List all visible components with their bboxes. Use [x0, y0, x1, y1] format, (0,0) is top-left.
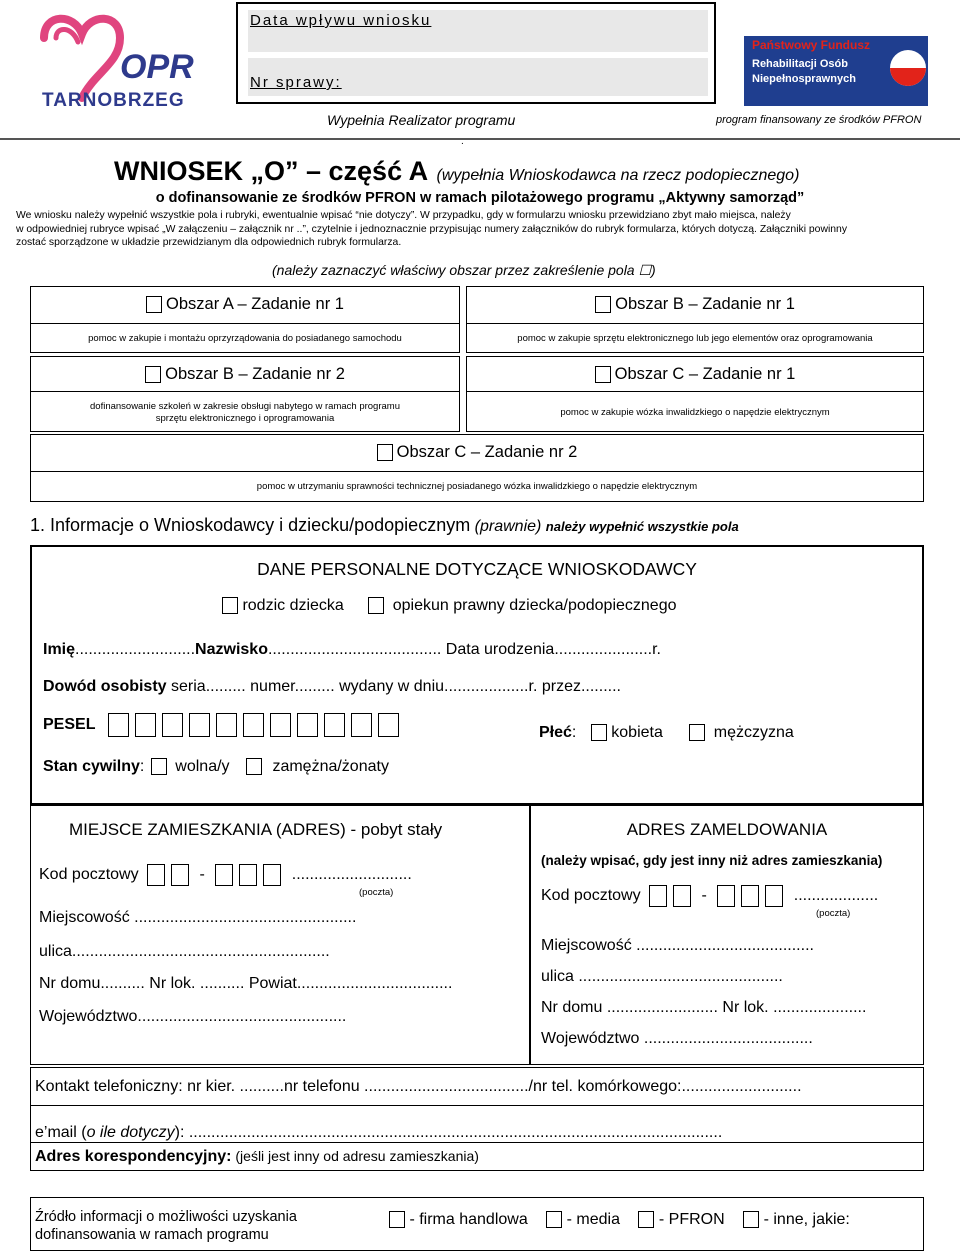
parent-label: rodzic dziecka [242, 597, 344, 614]
email-label: e’mail ( [35, 1124, 87, 1141]
registration-title: ADRES ZAMELDOWANIA [626, 820, 828, 839]
issued-suffix: r. [528, 678, 538, 695]
registration-street-field[interactable]: .............................................. [578, 968, 783, 985]
instructions-line-2: w odpowiedniej rubryce wpisać „W załączeniu – załącznik nr ..”, czytelnie i jednoznacznie przypisując numery załączników do rubryk formularza, których dotyczą. Załączniki powinny [16, 223, 848, 235]
issued-by-field[interactable]: ......... [580, 678, 621, 695]
pfron-logo [744, 4, 928, 106]
issued-label: wydany w dniu [334, 678, 445, 695]
intake-date-field[interactable] [248, 10, 708, 52]
area-note: (należy zaznaczyć właściwy obszar przez zakreślenie pola ☐) [272, 262, 656, 278]
email-row[interactable] [35, 1124, 722, 1142]
source-media-checkbox[interactable] [546, 1211, 562, 1228]
area-c1-checkbox[interactable] [595, 366, 611, 383]
marital-colon: : [139, 758, 145, 775]
source-other-checkbox[interactable] [743, 1211, 759, 1228]
logo-city-text: TARNOBRZEG [42, 90, 185, 111]
correspondence-row [35, 1148, 479, 1166]
personal-data-title: DANE PERSONALNE DOTYCZĄCE WNIOSKODAWCY [257, 559, 697, 579]
surname-field[interactable]: ....................................... [267, 641, 442, 658]
pesel-digit-box[interactable] [135, 713, 156, 737]
registration-city-row [541, 937, 814, 955]
form-title-suffix: (wypełnia Wnioskodawca na rzecz podopiecznego) [436, 167, 800, 184]
residence-post-field[interactable]: ........................... [291, 866, 412, 883]
registration-zip-label: Kod pocztowy [541, 887, 641, 904]
residence-street-row [39, 943, 330, 961]
area-b1-cell[interactable] [466, 286, 924, 353]
registration-zip-box[interactable] [649, 885, 667, 907]
series-label: seria [166, 678, 206, 695]
pesel-digit-box[interactable] [189, 713, 210, 737]
issued-by-label: przez [537, 678, 581, 695]
area-a1-title-row [31, 295, 459, 314]
area-a1-desc: pomoc w zakupie i montażu oprzyrządowania do posiadanego samochodu [88, 333, 402, 344]
pfron-line3: Niepełnosprawnych [752, 73, 856, 85]
registration-house-label: Nr domu [541, 999, 603, 1016]
residence-title-row [69, 820, 442, 840]
area-c1-divider [467, 391, 923, 392]
section-1-title: 1. Informacje o Wnioskodawcy i dziecku/podopiecznym [30, 515, 471, 535]
registration-voiv-field[interactable]: ...................................... [643, 1030, 813, 1047]
area-c2-title: Obszar C – Zadanie nr 2 [396, 443, 578, 461]
residence-city-field[interactable]: .................................................. [134, 909, 357, 926]
form-title-main: WNIOSEK „O” – część A [114, 156, 429, 186]
instructions [16, 209, 946, 250]
id-row [43, 678, 621, 696]
registration-flat-label: Nr lok. [717, 999, 769, 1016]
pesel-digit-box[interactable] [216, 713, 237, 737]
registration-house-row [541, 999, 866, 1017]
section-1-paren: (prawnie) [474, 518, 542, 535]
first-name-field[interactable]: ........................... [75, 641, 196, 658]
case-number-field[interactable] [248, 58, 708, 96]
registration-house-field[interactable]: ......................... [606, 999, 718, 1016]
form-subtitle: o dofinansowanie ze środków PFRON w ramach pilotażowego programu „Aktywny samorząd” [155, 190, 805, 206]
case-number-label: Nr sprawy: [250, 74, 342, 91]
area-b1-checkbox[interactable] [595, 296, 611, 313]
parent-checkbox[interactable] [222, 597, 238, 614]
residence-street-label: ulica [39, 943, 72, 960]
pfron-top-band [744, 4, 928, 36]
area-c1-title: Obszar C – Zadanie nr 1 [614, 365, 796, 383]
contact-box [30, 1067, 924, 1171]
pfron-line2: Rehabilitacji Osób [752, 58, 848, 70]
filled-by-note: Wypełnia Realizator programu [327, 112, 516, 128]
source-label-line-1: Źródło informacji o możliwości uzyskania [35, 1209, 297, 1225]
registration-zip-box[interactable] [717, 885, 735, 907]
financed-note: program finansowany ze środków PFRON [716, 114, 922, 126]
registration-post-label: (poczta) [816, 908, 851, 919]
residence-street-field[interactable]: .......................................................... [71, 943, 330, 960]
registration-voiv-label: Województwo [541, 1030, 640, 1047]
form-title [114, 156, 799, 187]
area-c1-cell[interactable] [466, 356, 924, 432]
residence-zip-label: Kod pocztowy [39, 866, 139, 883]
registration-zip-row [541, 885, 878, 907]
correspondence-label: Adres korespondencyjny: [35, 1148, 232, 1165]
pesel-digit-box[interactable] [243, 713, 264, 737]
area-b1-title-row [467, 295, 923, 314]
residence-zip-box[interactable] [147, 864, 165, 886]
residence-county-label: Powiat [244, 975, 297, 992]
pesel-digit-box[interactable] [270, 713, 291, 737]
personal-data-box [30, 545, 924, 805]
contact-divider [31, 1105, 923, 1106]
residence-voiv-label: Województwo [39, 1008, 138, 1025]
series-field[interactable]: ......... [205, 678, 246, 695]
residence-city-row [39, 909, 356, 927]
section-1-heading [30, 515, 739, 536]
area-b2-title-row [31, 365, 459, 384]
registration-zip-box[interactable] [673, 885, 691, 907]
pesel-digit-box[interactable] [351, 713, 372, 737]
marital-label: Stan cywilny [43, 758, 140, 775]
name-row [43, 641, 661, 659]
residence-city-label: Miejscowość [39, 909, 130, 926]
area-b1-desc: pomoc w zakupie sprzętu elektronicznego lub jego elementów oraz oprogramowania [517, 333, 873, 344]
mopr-logo [34, 8, 202, 114]
area-b2-title: Obszar B – Zadanie nr 2 [165, 365, 345, 383]
phone-row[interactable]: Kontakt telefoniczny: nr kier. ..........nr telefonu ...................................../nr tel. komórkowego:........................... [35, 1078, 802, 1095]
first-name-label: Imię [43, 641, 76, 658]
single-label: wolna/y [175, 758, 230, 775]
area-c1-desc: pomoc w zakupie wózka inwalidzkiego o napędzie elektrycznym [560, 407, 830, 418]
residence-title: MIEJSCE ZAMIESZKANIA (ADRES) [69, 820, 346, 839]
area-a1-title: Obszar A – Zadanie nr 1 [166, 295, 344, 313]
area-a1-cell[interactable] [30, 286, 460, 353]
registration-zip-box[interactable] [741, 885, 759, 907]
residence-zip-box[interactable] [171, 864, 189, 886]
married-checkbox[interactable] [246, 758, 262, 775]
pesel-digit-box[interactable] [297, 713, 318, 737]
number-field[interactable]: ......... [294, 678, 335, 695]
married-label: zamężna/żonaty [272, 758, 389, 775]
female-label: kobieta [611, 724, 663, 741]
pesel-digit-box[interactable] [162, 713, 183, 737]
source-pfron-checkbox[interactable] [638, 1211, 654, 1228]
residence-flat-field[interactable]: .......... [195, 975, 245, 992]
residence-box [30, 805, 530, 1065]
residence-post-label: (poczta) [359, 887, 394, 898]
intake-box [236, 2, 716, 104]
source-shop-checkbox[interactable] [389, 1211, 405, 1228]
dob-label: Data urodzenia [441, 641, 555, 658]
logo-opr-text: OPR [120, 48, 194, 86]
residence-county-field[interactable]: ................................... [296, 975, 453, 992]
pesel-digit-box[interactable] [378, 713, 399, 737]
issued-field[interactable]: ................... [444, 678, 529, 695]
source-label-line-2: dofinansowania w ramach programu [35, 1227, 269, 1243]
pfron-emblem-icon [888, 48, 928, 88]
area-b2-desc-2: sprzętu elektronicznego i oprogramowania [155, 413, 335, 424]
registration-post-field[interactable]: ................... [793, 887, 879, 904]
pesel-label: PESEL [43, 716, 96, 733]
area-c2-cell[interactable] [30, 434, 924, 502]
pesel-row [43, 713, 405, 737]
area-a1-checkbox[interactable] [146, 296, 162, 313]
residence-zip-box[interactable] [263, 864, 281, 886]
pesel-digit-box[interactable] [324, 713, 345, 737]
residence-house-row [39, 975, 452, 993]
residence-title-suffix: - pobyt stały [345, 820, 443, 839]
area-c2-title-row [31, 443, 923, 462]
residence-house-label: Nr domu [39, 975, 101, 992]
female-checkbox[interactable] [591, 724, 607, 741]
area-c2-checkbox[interactable] [377, 444, 393, 461]
source-other-label: - inne, jakie: [763, 1211, 850, 1228]
dob-suffix: r. [652, 641, 661, 658]
source-media-label: - media [566, 1211, 620, 1228]
source-options [389, 1211, 850, 1229]
instructions-line-1: We wniosku należy wypełnić wszystkie pola i rubryki, ewentualnie wpisać “nie dotyczy”. W przypadku, gdy w formularzu wniosku przewidziano zbyt mało miejsca, należy [16, 210, 791, 221]
surname-label: Nazwisko [195, 641, 268, 658]
registration-city-label: Miejscowość [541, 937, 632, 954]
section-1-note: należy wypełnić wszystkie pola [545, 519, 739, 534]
registration-voiv-row [541, 1030, 813, 1048]
area-b1-divider [467, 323, 923, 324]
area-b1-title: Obszar B – Zadanie nr 1 [615, 295, 795, 313]
dob-field[interactable]: ...................... [554, 641, 653, 658]
area-c2-desc: pomoc w utrzymaniu sprawności technicznej posiadanego wózka inwalidzkiego o napędzie elektrycznym [256, 481, 698, 492]
area-c1-title-row [467, 365, 923, 384]
source-label [35, 1208, 297, 1244]
guardian-label: opiekun prawny dziecka/podopiecznego [392, 597, 677, 614]
area-c2-divider [31, 471, 923, 472]
residence-zip-dash: - [199, 866, 205, 883]
header-dot: . [461, 136, 464, 147]
sex-colon: : [571, 724, 577, 741]
correspondence-note: (jeśli jest inny od adresu zamieszkania) [231, 1148, 479, 1164]
email-italic: o ile dotyczy [86, 1124, 175, 1141]
number-label: numer [245, 678, 295, 695]
contact-divider-2 [31, 1142, 923, 1143]
male-label: mężczyzna [713, 724, 794, 741]
area-b2-divider [31, 391, 459, 392]
area-b2-checkbox[interactable] [145, 366, 161, 383]
sex-row [539, 724, 794, 742]
residence-house-field[interactable]: .......... [100, 975, 145, 992]
email-field[interactable]: ): ........................................................................................................................ [174, 1124, 723, 1141]
source-shop-label: - firma handlowa [409, 1211, 528, 1228]
id-label: Dowód osobisty [43, 678, 167, 695]
registration-note: (należy wpisać, gdy jest inny niż adres zamieszkania) [541, 853, 883, 868]
intake-date-label: Data wpływu wniosku [250, 12, 432, 29]
residence-zip-row [39, 864, 412, 886]
sex-label: Płeć [539, 724, 572, 741]
registration-zip-box[interactable] [765, 885, 783, 907]
single-checkbox[interactable] [151, 758, 167, 775]
source-box [30, 1197, 924, 1251]
pfron-line1: Państwowy Fundusz [752, 38, 871, 52]
residence-voiv-field[interactable]: ............................................... [137, 1008, 347, 1025]
residence-voiv-row [39, 1008, 346, 1026]
guardian-checkbox[interactable] [368, 597, 384, 614]
residence-zip-box[interactable] [215, 864, 233, 886]
instructions-line-3: zostać sporządzone w układzie przewidzianym dla odpowiednich rubryk formularza. [16, 237, 402, 248]
header-divider [0, 138, 960, 140]
pesel-digit-box[interactable] [108, 713, 129, 737]
area-b2-desc-1: dofinansowanie szkoleń w zakresie obsługi nabytego w ramach programu [90, 401, 400, 412]
area-b2-cell[interactable] [30, 356, 460, 432]
source-pfron-label: - PFRON [658, 1211, 725, 1228]
male-checkbox[interactable] [689, 724, 705, 741]
registration-box [530, 805, 924, 1065]
marital-row [43, 758, 389, 776]
applicant-type-row [222, 597, 676, 615]
residence-zip-box[interactable] [239, 864, 257, 886]
area-a1-divider [31, 323, 459, 324]
registration-zip-dash: - [701, 887, 707, 904]
residence-flat-label: Nr lok. [144, 975, 196, 992]
registration-street-label: ulica [541, 968, 574, 985]
registration-street-row [541, 968, 783, 986]
registration-city-field[interactable]: ........................................ [636, 937, 814, 954]
registration-flat-field[interactable]: ..................... [768, 999, 867, 1016]
